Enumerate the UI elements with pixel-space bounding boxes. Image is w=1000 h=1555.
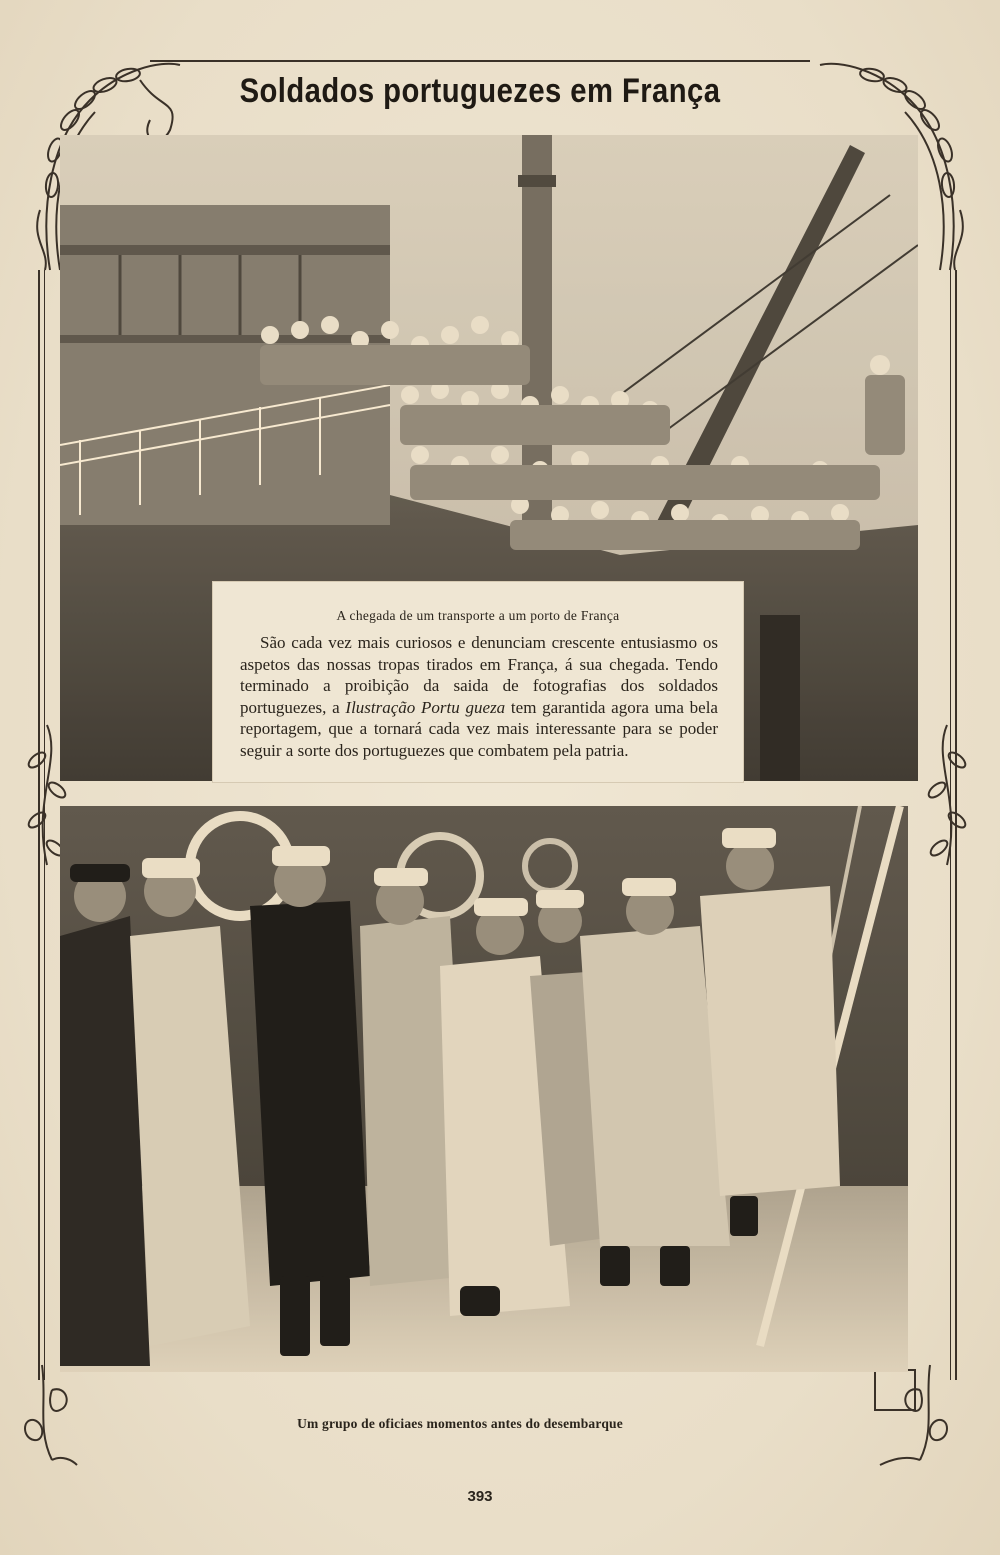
officers-group-photo [60,806,908,1372]
bottom-right-flower-ornament [870,1360,960,1470]
right-leaf-ornament [922,720,972,870]
officers-group-illustration [60,806,908,1372]
article-paragraph [240,632,718,761]
article-text-end: tem garantida agora uma bela reportagem, que a tornará cada vez mais interessante para se poder seguir a sorte dos portuguezes que combatem pela patria. [240,697,718,760]
magazine-name: Ilustração Portu gueza [345,697,506,717]
page-number: 393 [467,1488,493,1505]
page-title: Soldados portuguezes em França [239,72,721,110]
article-text-start: São cada vez mais curiosos e denunciam crescente entusiasmo os aspetos das nossas tropas tirados em França, á sua chegada. Tendo terminado a proibição da saida de fotografias dos soldados portuguezes, a [240,633,718,717]
top-photo-caption: A chegada de um transporte a um porto de França [336,608,620,623]
bottom-left-flower-ornament [22,1360,82,1470]
bottom-photo-caption: Um grupo de oficiaes momentos antes do desembarque [297,1416,623,1431]
article-text-box [213,582,743,782]
frame-top-rule [150,60,810,62]
